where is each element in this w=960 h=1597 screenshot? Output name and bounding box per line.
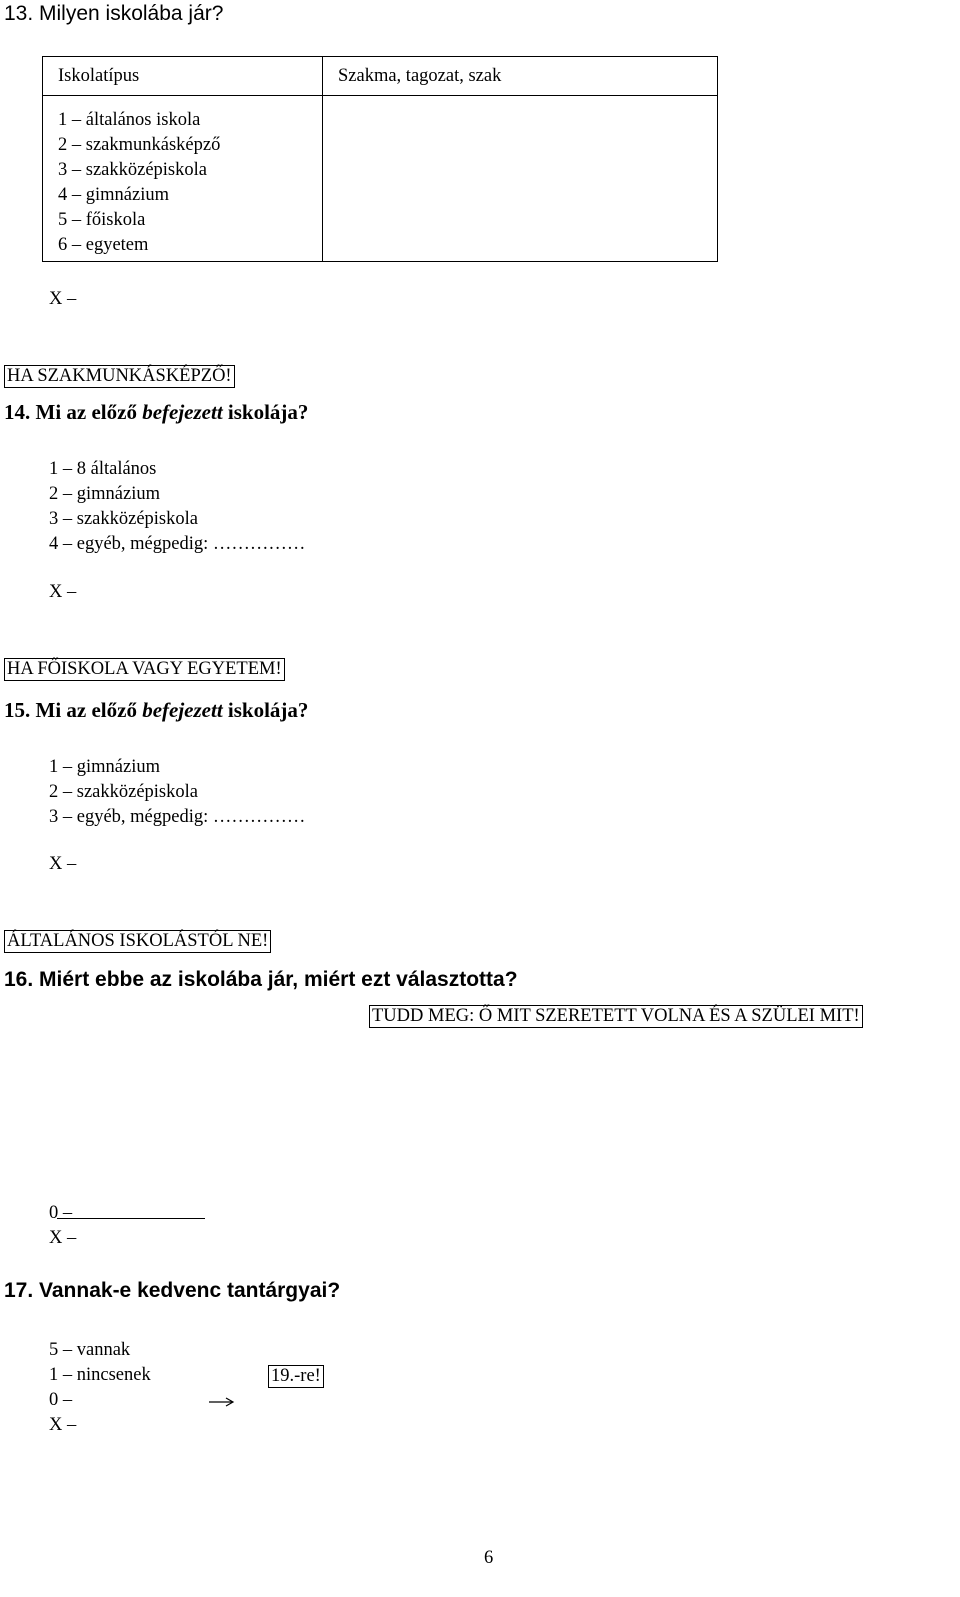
q16-zero-option[interactable]: 0 – bbox=[49, 1203, 73, 1223]
q17-option[interactable]: X – bbox=[49, 1415, 77, 1435]
school-type-option[interactable]: 2 – szakmunkásképző bbox=[58, 135, 221, 155]
school-type-table bbox=[42, 56, 718, 262]
q15-title-start: 15. Mi az előző bbox=[4, 698, 137, 722]
question-15-title bbox=[4, 698, 308, 723]
question-13-title: 13. Milyen iskolába jár? bbox=[4, 2, 224, 25]
answer-line[interactable] bbox=[57, 1218, 205, 1219]
q15-title-italic: befejezett bbox=[142, 698, 223, 722]
q14-option[interactable]: 2 – gimnázium bbox=[49, 484, 160, 504]
q14-title-end: iskolája? bbox=[227, 400, 309, 424]
school-type-option[interactable]: 4 – gimnázium bbox=[58, 185, 169, 205]
col-type-header-cell bbox=[43, 57, 323, 96]
q17-option[interactable]: 0 – bbox=[49, 1390, 73, 1410]
question-16-title: 16. Miért ebbe az iskolába jár, miért ezt választotta? bbox=[4, 968, 518, 991]
q14-condition-box: HA SZAKMUNKÁSKÉPZŐ! bbox=[4, 365, 235, 388]
q14-option[interactable]: 3 – szakközépiskola bbox=[49, 509, 198, 529]
skip-to-19-box: 19.-re! bbox=[268, 1365, 324, 1388]
school-type-option[interactable]: 3 – szakközépiskola bbox=[58, 160, 207, 180]
q14-title-start: 14. Mi az előző bbox=[4, 400, 137, 424]
q14-option[interactable]: 1 – 8 általános bbox=[49, 459, 157, 479]
q15-option[interactable]: 3 – egyéb, mégpedig: …………… bbox=[49, 807, 306, 827]
question-14-title bbox=[4, 400, 308, 425]
col-major-header: Szakma, tagozat, szak bbox=[338, 66, 502, 86]
q17-option[interactable]: 5 – vannak bbox=[49, 1340, 131, 1360]
question-17-title: 17. Vannak-e kedvenc tantárgyai? bbox=[4, 1279, 341, 1302]
q15-option[interactable]: 1 – gimnázium bbox=[49, 757, 160, 777]
col-type-header: Iskolatípus bbox=[58, 66, 140, 86]
q17-options bbox=[49, 1338, 151, 1438]
school-type-option[interactable]: 1 – általános iskola bbox=[58, 110, 201, 130]
school-types-cell bbox=[43, 96, 323, 262]
col-major-header-cell bbox=[323, 57, 718, 96]
q14-options bbox=[49, 457, 305, 557]
q16-x-option[interactable]: X – bbox=[49, 1228, 77, 1248]
school-type-option[interactable]: 6 – egyetem bbox=[58, 235, 149, 255]
q14-option[interactable]: 4 – egyéb, mégpedig: …………… bbox=[49, 534, 306, 554]
major-answer-cell[interactable] bbox=[323, 96, 718, 262]
q14-title-italic: befejezett bbox=[142, 400, 223, 424]
school-type-option[interactable]: 5 – főiskola bbox=[58, 210, 146, 230]
q15-options bbox=[49, 755, 305, 830]
q14-x-option[interactable]: X – bbox=[49, 582, 77, 602]
q15-x-option[interactable]: X – bbox=[49, 854, 77, 874]
q15-option[interactable]: 2 – szakközépiskola bbox=[49, 782, 198, 802]
q16-instruction-box: TUDD MEG: Ő MIT SZERETETT VOLNA ÉS A SZÜLEI MIT! bbox=[369, 1005, 863, 1028]
q15-condition-box: HA FŐISKOLA VAGY EGYETEM! bbox=[4, 658, 285, 681]
q16-condition-box: ÁLTALÁNOS ISKOLÁSTÓL NE! bbox=[4, 930, 271, 953]
q15-title-end: iskolája? bbox=[227, 698, 309, 722]
q17-option[interactable]: 1 – nincsenek bbox=[49, 1365, 151, 1385]
q13-x-option[interactable]: X – bbox=[49, 289, 77, 309]
arrow-right-icon bbox=[209, 1395, 235, 1409]
page-number: 6 bbox=[484, 1548, 494, 1568]
